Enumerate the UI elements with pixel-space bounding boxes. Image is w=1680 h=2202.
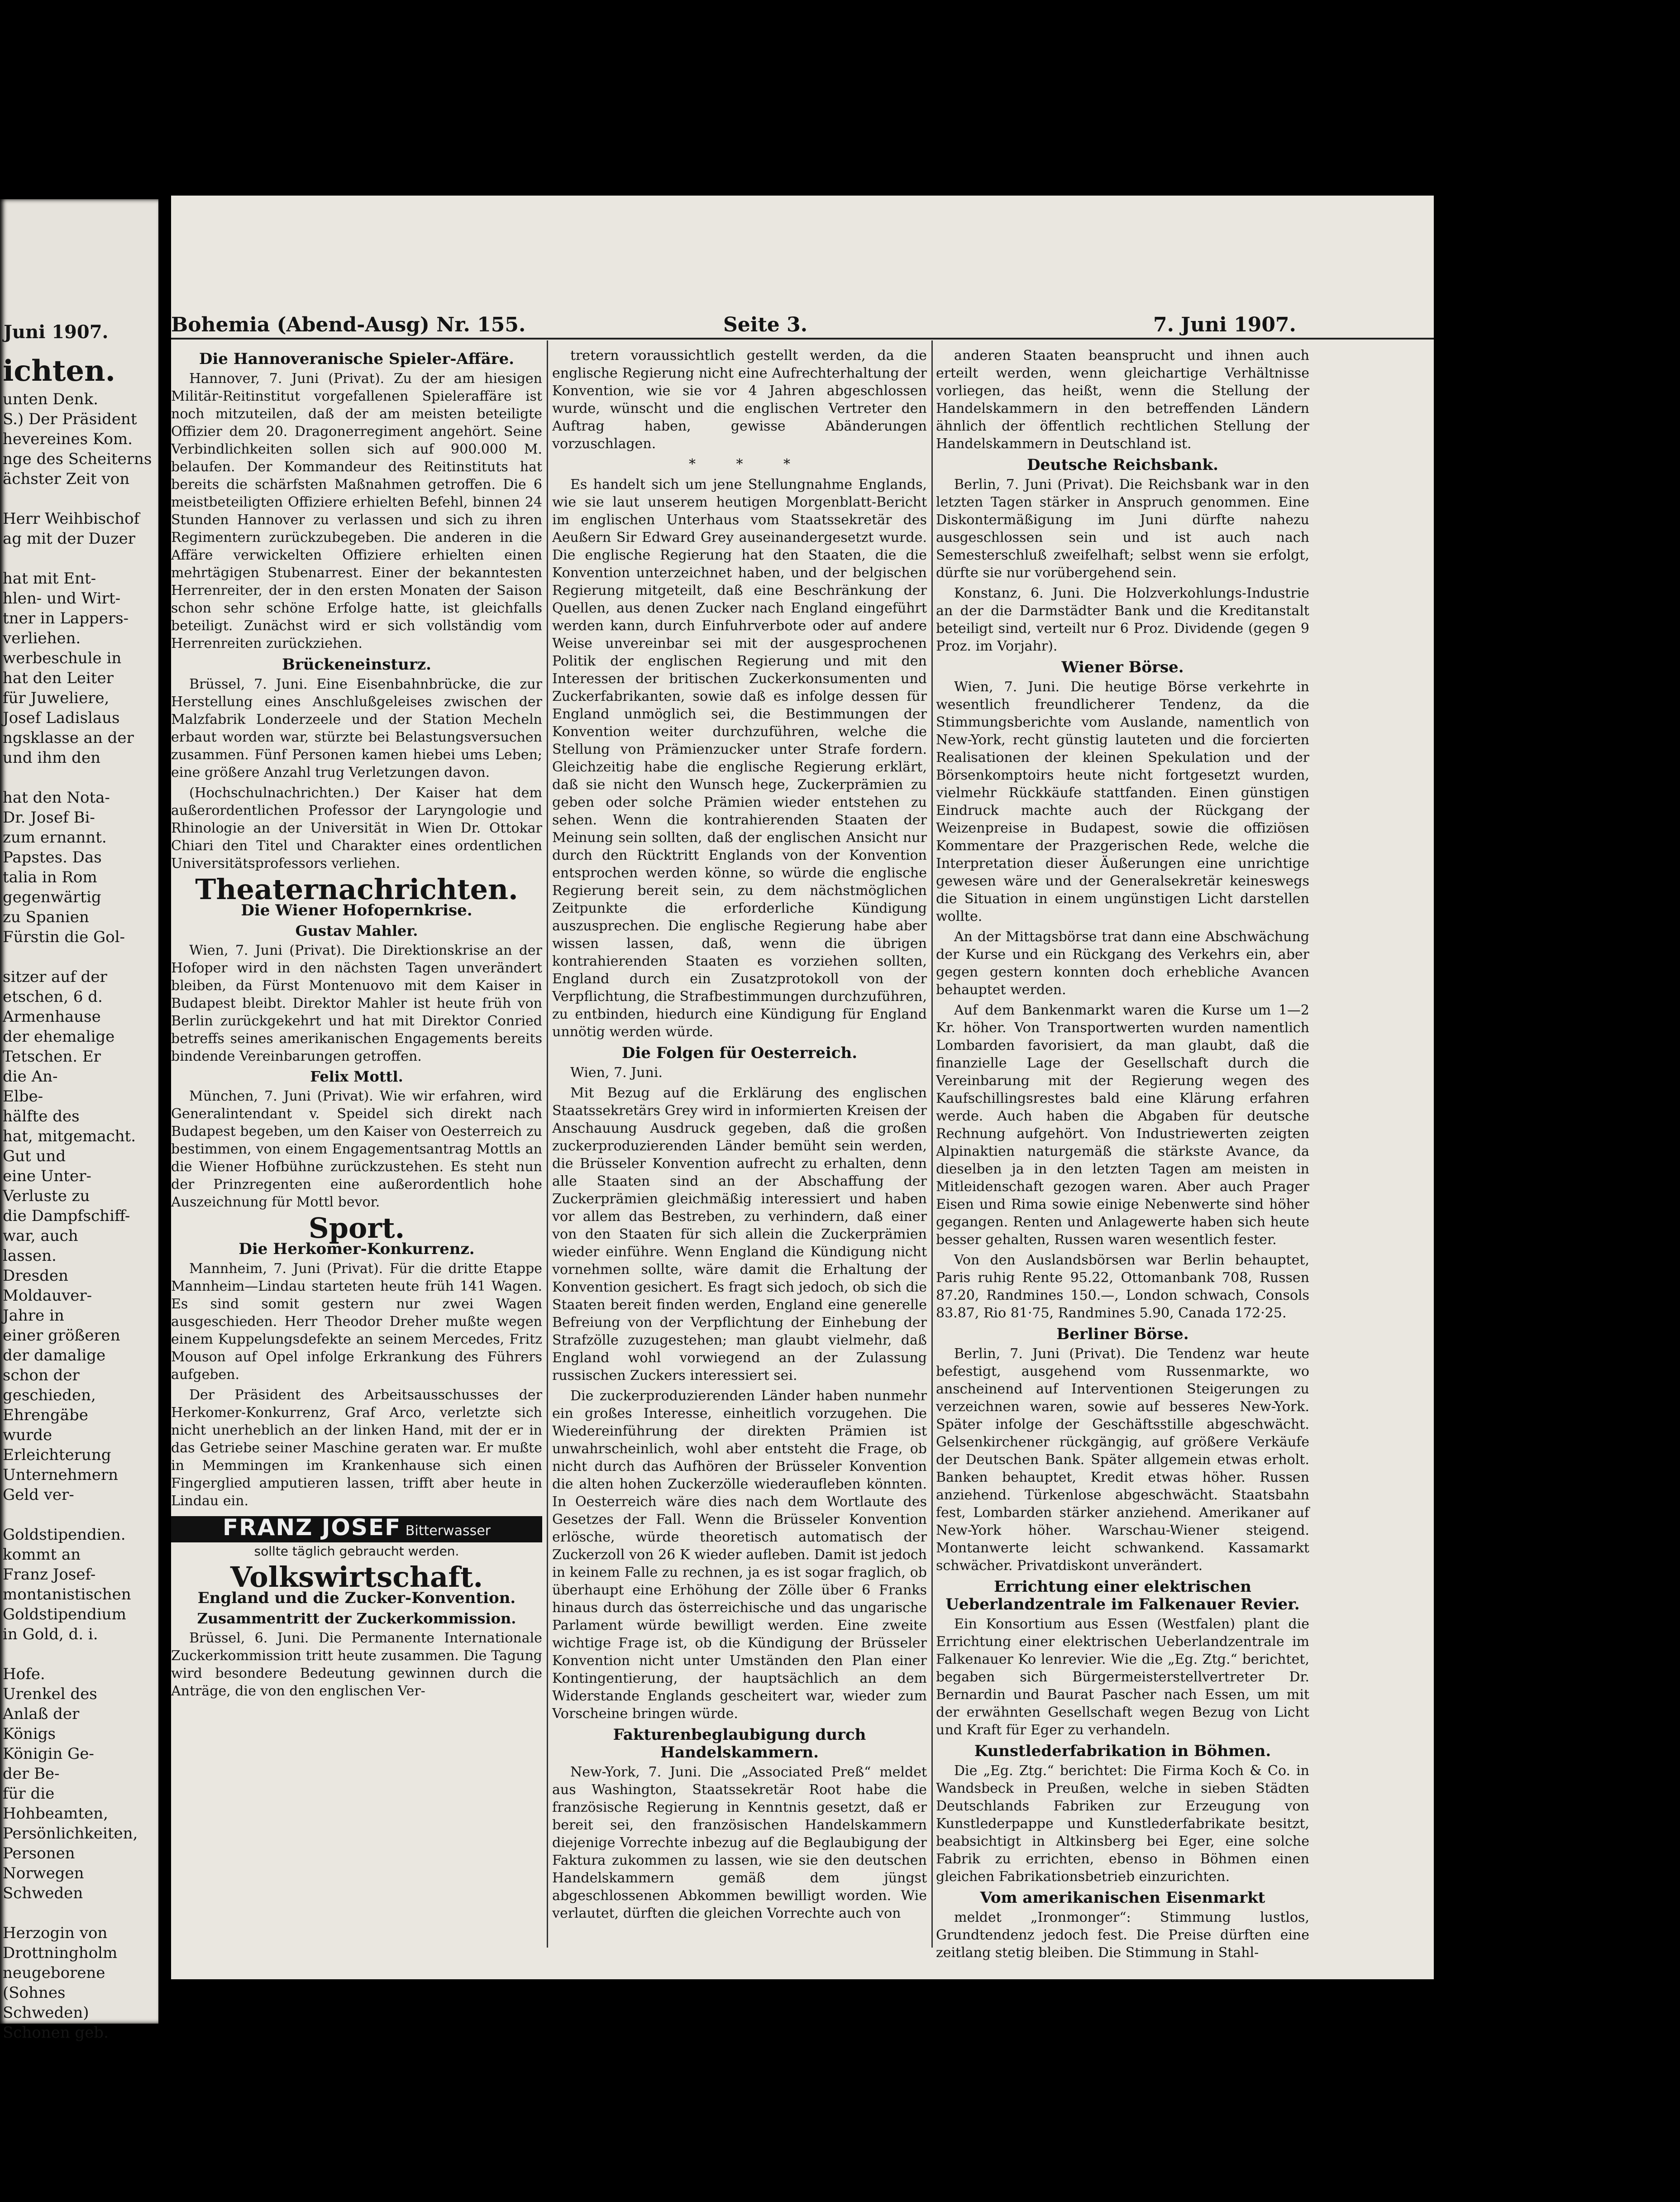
adjacent-page-line: der damalige — [3, 1346, 106, 1364]
column-1 — [171, 347, 542, 1943]
adjacent-page-line: Norwegen — [3, 1864, 84, 1882]
adjacent-page-line: Josef Ladislaus — [3, 709, 120, 727]
article-headline: Brückeneinsturz. — [282, 656, 431, 674]
adjacent-page-line: Unternehmern — [3, 1466, 119, 1484]
adjacent-page-line — [3, 1903, 152, 1923]
article-paragraph: Der Präsident des Arbeitsausschusses der Herkomer-Konkurrenz, Graf Arco, verletzte sich nicht unerheblich an der linken Hand, mit der er in das Getriebe seiner Maschine geraten war. Er mußte in Memmingen im Krankenhause sich einen Fingerglied amputieren lassen, trifft aber heute in Lindau ein. — [171, 1387, 542, 1509]
adjacent-page-line: für Juweliere, — [3, 689, 110, 707]
article-headline: Berliner Börse. — [1056, 1325, 1189, 1343]
article-paragraph: Es handelt sich um jene Stellungnahme Englands, wie sie laut unserem heutigen Morgenblatt-Bericht im englischen Unterhaus vom Staatssekretär des Aeußern Sir Edward Grey auseinandergesetzt wurde. Die englische Regierung hat den Staaten, die die Konvention unterzeichnet haben, und der belgischen Regierung mitgeteilt, daß eine Beschränkung der Quellen, aus denen Zucker nach England eingeführt werden kann, durch Einfuhrverbote oder auf andere Weise unvereinbar sei mit der ausgesprochenen Politik der englischen Regierung und mit den Interessen der britischen Zuckerkonsumenten und Zuckerfabrikanten, sowie daß es infolge dessen für England unmöglich sei, die Bestimmungen der Konvention weiter durchzuführen, welche die Stellung von Prämienzucker unter Strafe fordern. Gleichzeitig habe die englische Regierung erklärt, daß sie nicht den Wunsch hege, Zuckerprämien zu geben oder solche Prämien wieder entstehen zu sehen. Wenn die kontrahierenden Staaten der Meinung sein sollten, daß der englischen Ansicht nur durch den Rücktritt Englands von der Konvention entsprochen werden könne, so würde die englische Regierung bereit sein, zu dem nächstmöglichen Zeitpunkte die erforderliche Kündigung auszusprechen. Die englische Regierung habe aber wissen lassen, daß, wenn die übrigen kontrahierenden Staaten es vorziehen sollten, England durch ein Zusatzprotokoll von der Verpflichtung, die Strafbestimmungen durchzuführen, zu entbinden, hiedurch eine Kündigung für England unnötig werden würde. — [552, 477, 927, 1040]
column-rule — [931, 340, 933, 1948]
adjacent-page-line: sitzer auf der — [3, 968, 107, 986]
adjacent-page-line — [3, 489, 152, 509]
adjacent-page-line: Goldstipendium — [3, 1605, 126, 1623]
article-headline: Die Hannoveranische Spieler-Affäre. — [199, 350, 515, 368]
article-paragraph: Brüssel, 7. Juni. Eine Eisenbahnbrücke, die zur Herstellung eines Anschlußgeleises zwischen der Malzfabrik Londerzeele und der Station Mecheln erbaut worden war, stürzte bei Belastungsversuchen zusammen. Fünf Personen kamen hiebei ums Leben; eine größere Anzahl trug Verletzungen davon. — [171, 676, 542, 780]
adjacent-page-line: Königin Ge- — [3, 1745, 94, 1763]
adjacent-page-line: Persönlichkeiten, — [3, 1824, 138, 1843]
adjacent-page-line: Herr Weihbischof — [3, 510, 140, 528]
adjacent-page-header: Juni 1907. — [4, 321, 109, 343]
adjacent-page-line: Königs — [3, 1725, 56, 1743]
article-paragraph: Wien, 7. Juni. Die heutige Börse verkehrte in wesentlich freundlicherer Tendenz, da die Stimmungsberichte vom Auslande, namentlich von New-York, recht günstig lauteten und die forcierten Realisationen der kleinen Spekulation und der Börsenkomptoirs heute nicht fortgesetzt wurden, vielmehr Rückkäufe stattfanden. Einen günstigen Eindruck machte auch der Rückgang der Weizenpreise in Budapest, sowie die offiziösen Kommentare der Prazgerischen Rede, welche die Interpretation dieser Äußerungen eine unrichtige gewesen wäre und der Generalsekretär keineswegs die Situation in einem ungünstigen Licht darstellen wollte. — [936, 679, 1309, 924]
adjacent-page-line: neugeborene — [3, 1964, 105, 1982]
article-headline: Gustav Mahler. — [295, 922, 418, 939]
adjacent-page-line: gegenwärtig — [3, 888, 101, 906]
adjacent-page-line: unten Denk. — [3, 390, 98, 408]
section-heading: Volkswirtschaft. — [230, 1561, 483, 1594]
adjacent-page-line: Verluste zu — [3, 1187, 90, 1205]
adjacent-page-line: Armenhause — [3, 1008, 101, 1026]
column-rule — [547, 340, 548, 1948]
article-paragraph: New-York, 7. Juni. Die „Associated Preß“ meldet aus Washington, Staatssekretär Root habe die französische Regierung in Kenntnis gesetzt, daß er bereit sei, den französischen Handelskammern diejenige Vorrechte inbezug auf die Beglaubigung der Faktura zukommen zu lassen, wie sie den deutschen Handelskammern gemäß dem jüngst abgeschlossenen Abkommen bewilligt worden. Wie verlautet, dürften die gleichen Vorrechte auch von — [552, 1764, 927, 1921]
adjacent-page-line: schon der — [3, 1366, 80, 1384]
adjacent-page-line: Schweden — [3, 1884, 83, 1902]
adjacent-page-line: Papstes. Das — [3, 848, 102, 866]
adjacent-page-line: Dresden — [3, 1267, 68, 1285]
adjacent-page-line: ngsklasse an der — [3, 729, 134, 747]
adjacent-page-line — [3, 947, 152, 967]
adjacent-page-line: Ehrengäbe — [3, 1406, 88, 1424]
adjacent-page-line: S.) Der Präsident — [3, 410, 137, 428]
adjacent-page-text — [3, 353, 152, 2043]
advertisement-tagline: sollte täglich gebraucht werden. — [254, 1544, 459, 1559]
column-2 — [552, 347, 927, 1943]
adjacent-page-line: Hohbeamten, — [3, 1805, 108, 1823]
article-headline: Deutsche Reichsbank. — [1027, 456, 1218, 474]
section-heading: Sport. — [308, 1211, 405, 1245]
advertisement-brand — [171, 1516, 542, 1542]
article-headline: Fakturenbeglaubigung durch Handelskammern. — [613, 1726, 866, 1762]
adjacent-page-line: Moldauver- — [3, 1287, 92, 1305]
adjacent-page-line: Gut und — [3, 1147, 66, 1165]
newspaper-page — [171, 196, 1434, 1979]
adjacent-page-line: Hofe. — [3, 1665, 45, 1683]
article-paragraph: Auf dem Bankenmarkt waren die Kurse um 1—2 Kr. höher. Von Transportwerten wurden namentlich Lombarden favorisiert, da man glaubt, daß die finanzielle Lage der Gesellschaft durch die Vereinbarung mit der Regierung wegen des Kaufschillingsrestes bald eine Klärung erfahren werde. Auch haben die Abgaben für deutsche Rechnung aufgehört. Von Industriewerten zeigten Alpinaktien naturgemäß die stärkste Avance, da dieselben ja in den letzten Tagen am meisten in Mitleidenschaft gezogen waren. Aber auch Prager Eisen und Rima sowie einige Nebenwerte sind höher gegangen. Renten und Anlagewerte haben sich heute besser gehalten, Russen waren wesentlich fester. — [936, 1002, 1309, 1248]
adjacent-page-line: Erleichterung — [3, 1446, 111, 1464]
masthead-issue: Bohemia (Abend-Ausg) Nr. 155. — [171, 313, 526, 336]
article-paragraph: Brüssel, 6. Juni. Die Permanente Internationale Zuckerkommission tritt heute zusammen. Die Tagung wird besondere Bedeutung gewinnen durch die Anträge, die von den englischen Ver- — [171, 1630, 542, 1699]
running-head — [171, 310, 1434, 340]
article-paragraph: An der Mittagsbörse trat dann eine Abschwächung der Kurse und ein Rückgang des Verkehrs ein, aber gegen gestern konnten doch erhebliche Avancen behauptet werden. — [936, 929, 1309, 998]
adjacent-page-line: lassen. — [3, 1247, 57, 1265]
adjacent-page-line: Herzogin von — [3, 1924, 108, 1942]
page-number: Seite 3. — [723, 313, 808, 336]
adjacent-page-line: ichten. — [3, 354, 115, 388]
adjacent-page-line: Dr. Josef Bi- — [3, 809, 95, 827]
article-paragraph: Von den Auslandsbörsen war Berlin behauptet, Paris ruhig Rente 95.22, Ottomanbank 708, Russen 87.20, Randmines 150.—, London schwach, Consols 83.87, Rio 81·75, Randmines 5.90, Canada 172·25. — [936, 1252, 1309, 1321]
adjacent-page-line: Schonen geb. — [3, 2024, 109, 2042]
article-paragraph: anderen Staaten beansprucht und ihnen auch erteilt werden, wenn gleichartige Verhältnisse vorliegen, das heißt, wenn die Stellung der Handelskammern in den betreffenden Ländern ähnlich der öffentlich rechtlichen Stellung der Handelskammern in Deutschland ist. — [936, 348, 1309, 452]
article-paragraph: Mannheim, 7. Juni (Privat). Für die dritte Etappe Mannheim—Lindau starteten heute früh 141 Wagen. Es sind somit gestern nur zwei Wagen ausgeschieden. Herr Theodor Dreher mußte wegen einem Kuppelungsdefekte an seinem Mercedes, Fritz Mouson auf Opel infolge Erkrankung des Führers aufgeben. — [171, 1261, 542, 1383]
adjacent-page-line: hat den Leiter — [3, 669, 114, 687]
adjacent-page-line: der ehemalige — [3, 1028, 115, 1046]
adjacent-page-line: Franz Josef- — [3, 1565, 96, 1584]
adjacent-page-line: Tetschen. Er — [3, 1048, 101, 1066]
advertisement-title: FRANZ JOSEF — [222, 1514, 401, 1541]
adjacent-page-line: montanistischen — [3, 1585, 131, 1604]
adjacent-page-line: Anlaß der — [3, 1705, 80, 1723]
adjacent-page-line: zum ernannt. — [3, 828, 107, 847]
article-paragraph: Wien, 7. Juni (Privat). Die Direktionskrise an der Hofoper wird in den nächsten Tagen unverändert bleiben, da Fürst Montenuovo mit dem Kaiser in Budapest bleibt. Direktor Mahler ist heute früh von Berlin zurückgekehrt und hat mit Direktor Conried betreffs seines amerikanischen Engagements bereits bindende Vereinbarungen getroffen. — [171, 943, 542, 1064]
adjacent-page-line: etschen, 6 d. — [3, 988, 103, 1006]
adjacent-page-line: ächster Zeit von — [3, 470, 130, 488]
adjacent-page-line: der Be- — [3, 1765, 60, 1783]
article-paragraph: (Hochschulnachrichten.) Der Kaiser hat dem außerordentlichen Professor der Laryngologie und Rhinologie an der Universität in Wien Dr. Ottokar Chiari den Titel und Charakter eines ordentlichen Universitätsprofessors verliehen. — [171, 785, 542, 871]
adjacent-page-line: werbeschule in — [3, 649, 122, 667]
adjacent-page-line: eine Unter- — [3, 1167, 91, 1185]
adjacent-page-fragment — [0, 199, 158, 2042]
advertisement — [171, 1516, 542, 1560]
article-headline: England und die Zucker-Konvention. — [197, 1589, 516, 1607]
article-headline: Zusammentritt der Zuckerkommission. — [197, 1610, 516, 1627]
adjacent-page-line: Schweden) — [3, 2004, 89, 2022]
adjacent-page-line: talia in Rom — [3, 868, 97, 886]
adjacent-page-line: Goldstipendien. — [3, 1526, 126, 1544]
adjacent-page-line: (Sohnes — [3, 1984, 66, 2002]
adjacent-page-line: kommt an — [3, 1546, 81, 1564]
article-paragraph: Konstanz, 6. Juni. Die Holzverkohlungs-Industrie an der die Darmstädter Bank und die Kreditanstalt beteiligt sind, verteilt nur 6 Proz. Dividende (gegen 9 Proz. im Vorjahr). — [936, 585, 1309, 654]
issue-date: 7. Juni 1907. — [1153, 313, 1296, 336]
article-headline: Errichtung einer elektrischen Ueberlandzentrale im Falkenauer Revier. — [945, 1578, 1300, 1613]
section-heading: Theaternachrichten. — [195, 873, 518, 906]
article-headline: Vom amerikanischen Eisenmarkt — [980, 1889, 1265, 1907]
article-paragraph: Wien, 7. Juni. — [570, 1065, 663, 1081]
article-paragraph: meldet „Ironmonger“: Stimmung lustlos, Grundtendenz jedoch fest. Die Preise dürften eine zeitlang stetig bleiben. Die Stimmung in Stahl- — [936, 1910, 1309, 1961]
adjacent-page-line: Elbe- — [3, 1087, 43, 1106]
adjacent-page-line: Geld ver- — [3, 1486, 74, 1504]
adjacent-page-line: Personen — [3, 1844, 75, 1862]
adjacent-page-line: war, auch — [3, 1227, 78, 1245]
adjacent-page-line: verliehen. — [3, 629, 81, 647]
article-paragraph: Hannover, 7. Juni (Privat). Zu der am hiesigen Militär-Reitinstitut vorgefallenen Spieleraffäre ist noch mitzuteilen, daß der am meisten beteiligte Offizier dem 20. Dragonerregiment angehört. Seine Verbindlichkeiten sollen sich auf 900.000 M. belaufen. Der Kommandeur des Reitinstituts hat bereits die schärfsten Maßnahmen getroffen. Die 6 meistbeteiligten Offiziere erhielten Befehl, binnen 24 Stunden Hannover zu verlassen und sich zu ihren Regimentern zurückzubegeben. Die anderen in die Affäre verwickelten Offiziere erhielten einen mehrtägigen Stubenarrest. Einer der bekanntesten Herrenreiter, der in den ersten Monaten der Saison schon sehr schöne Erfolge hatte, ist gleichfalls beteiligt. Zunächst wird er sich vollständig vom Herrenreiten zurückziehen. — [171, 371, 542, 651]
article-headline: Die Herkomer-Konkurrenz. — [239, 1240, 475, 1258]
adjacent-page-line: hlen- und Wirt- — [3, 589, 121, 608]
adjacent-page-line: Jahre in — [3, 1307, 64, 1325]
adjacent-page-line: geschieden, — [3, 1386, 96, 1404]
article-paragraph: München, 7. Juni (Privat). Wie wir erfahren, wird Generalintendant v. Speidel sich direkt nach Budapest begeben, um den Kaiser von Oesterreich zu bestimmen, von einem Engagementsantrag Mottls an die Wiener Hofbühne zurückzustehen. Es steht nun der Prinzregenten eine außerordentlich hohe Auszeichnung für Mottl bevor. — [171, 1088, 542, 1210]
adjacent-page-line: wurde — [3, 1426, 52, 1444]
article-headline: Felix Mottl. — [310, 1068, 403, 1085]
advertisement-product: Bitterwasser — [401, 1523, 491, 1539]
article-headline: Die Folgen für Oesterreich. — [621, 1044, 858, 1062]
adjacent-page-line: hälfte des — [3, 1107, 80, 1125]
adjacent-page-line: zu Spanien — [3, 908, 89, 926]
article-paragraph: Ein Konsortium aus Essen (Westfalen) plant die Errichtung einer elektrischen Ueberlandzentrale im Falkenauer Ko lenrevier. Wie die „Eg. Ztg.“ berichtet, begaben sich Bürgermeisterstellvertreter Dr. Bernardin und Baurat Pascher nach Essen, um mit der erwähnten Gesellschaft wegen Bezug von Licht und Kraft für Eger zu verhandeln. — [936, 1616, 1309, 1738]
article-paragraph: Berlin, 7. Juni (Privat). Die Tendenz war heute befestigt, ausgehend vom Russenmarkte, wo anscheinend auf Interventionen Steigerungen zu verzeichnen waren, sowie auf besseres New-York. Später infolge der Geschäftsstille abgeschwächt. Gelsenkirchener rückgängig, auf größere Verkäufe der Deutschen Bank. Später allgemein etwas erholt. Banken behauptet, Kredit etwas höher. Russen anziehend. Türkenlose abgeschwächt. Staatsbahn fest, Lombarden stärker anziehend. Amerikaner auf New-York höher. Warschau-Wiener steigend. Montanwerte leicht schwankend. Kassamarkt schwächer. Privatdiskont unverändert. — [936, 1346, 1309, 1574]
adjacent-page-line: Drottningholm — [3, 1944, 118, 1962]
article-headline: Kunstlederfabrikation in Böhmen. — [974, 1742, 1271, 1760]
adjacent-page-line — [3, 1644, 152, 1664]
adjacent-page-line: und ihm den — [3, 749, 100, 767]
adjacent-page-line: hat den Nota- — [3, 789, 110, 807]
adjacent-page-line: für die — [3, 1785, 55, 1803]
adjacent-page-line: Urenkel des — [3, 1685, 97, 1703]
article-paragraph: Mit Bezug auf die Erklärung des englischen Staatssekretärs Grey wird in informierten Kreisen der Anschauung Ausdruck gegeben, daß die großen zuckerproduzierenden Länder bemüht sein werden, die Brüsseler Konvention aufrecht zu erhalten, denn alle Staaten sind an der Abschaffung der Zuckerprämien gleichmäßig interessiert und haben vor allem das Bestreben, zu verhindern, daß einer von den Staaten für sich allein die Zuckerprämien wieder einführe. Wenn England die Kündigung nicht vornehmen sollte, wäre damit die Erhaltung der Konvention gesichert. Es fragt sich jedoch, ob sich die Staaten bereit finden werden, England eine generelle Befreiung von der Verpflichtung der Einhebung der Strafzölle zuzugestehen; man glaubt vielmehr, daß England wohl vorwiegend an der Zulassung russischen Zuckers interessiert sei. — [552, 1085, 927, 1383]
adjacent-page-line — [3, 549, 152, 569]
column-3 — [936, 347, 1309, 1961]
adjacent-page-line: die An- — [3, 1067, 58, 1086]
article-paragraph: Die „Eg. Ztg.“ berichtet: Die Firma Koch & Co. in Wandsbeck in Preußen, welche in sieben Städten Deutschlands Fabriken zur Erzeugung von Kunstlederpappe und Kunstlederfabrikate besitzt, beabsichtigt in Altkinsberg bei Eger, eine solche Fabrik zu errichten, ebenso in Böhmen einen gleichen Fabrikationsbetrieb einzurichten. — [936, 1763, 1309, 1885]
adjacent-page-line: einer größeren — [3, 1326, 120, 1345]
article-paragraph: Berlin, 7. Juni (Privat). Die Reichsbank war in den letzten Tagen stärker in Anspruch genommen. Eine Diskontermäßigung im Juni dürfte nahezu ausgeschlossen sein und ist auch nach Semesterschluß zweifelhaft; selbst wenn sie erfolgt, dürfte sie nur vorübergehend sein. — [936, 477, 1309, 581]
article-paragraph: tretern voraussichtlich gestellt werden, da die englische Regierung nicht eine Aufrechterhaltung der Konvention, wie sie vor 4 Jahren abgeschlossen wurde, wünscht und die englischen Vertreter den Auftrag haben, gewisse Abänderungen vorzuschlagen. — [552, 348, 927, 452]
adjacent-page-line: ag mit der Duzer — [3, 530, 135, 548]
adjacent-page-line: hat, mitgemacht. — [3, 1127, 136, 1145]
adjacent-page-line: hat mit Ent- — [3, 570, 96, 588]
adjacent-page-line — [3, 1505, 152, 1525]
article-paragraph: Die zuckerproduzierenden Länder haben nunmehr ein großes Interesse, einheitlich vorzugehen. Die Wiedereinführung der direkten Prämien ist unwahrscheinlich, wohl aber entsteht die Frage, ob nicht durch das Aufhören der Brüsseler Konvention die alten hohen Zuckerzölle wiederaufleben könnten. In Oesterreich wäre dies nach dem Wortlaute des Gesetzes der Fall. Wenn die Brüsseler Konvention erlösche, würde theoretisch automatisch der Zuckerzoll von 26 K wieder aufleben. Damit ist jedoch in keinem Falle zu rechnen, ja es ist sogar fraglich, ob überhaupt eine Erhöhung der Zölle über 6 Franks hinaus durch das österreichische und das ungarische Parlament würde bewilligt werden. Eine zweite wichtige Frage ist, ob die Kündigung der Brüsseler Konvention nicht unter Umständen den Plan einer Kontingentierung, der hauptsächlich an dem Widerstande Englands gescheitert war, wieder zum Vorscheine bringen würde. — [552, 1388, 927, 1722]
adjacent-page-line — [3, 768, 152, 788]
adjacent-page-line: die Dampfschiff- — [3, 1207, 130, 1225]
article-headline: Die Wiener Hofopernkrise. — [241, 901, 472, 919]
adjacent-page-line: nge des Scheiterns — [3, 450, 152, 468]
article-headline: Wiener Börse. — [1061, 658, 1184, 676]
adjacent-page-line: hevereines Kom. — [3, 430, 133, 448]
adjacent-page-line: tner in Lappers- — [3, 609, 129, 627]
adjacent-page-line: in Gold, d. i. — [3, 1625, 98, 1643]
section-separator: * * * — [688, 456, 809, 472]
adjacent-page-line: Fürstin die Gol- — [3, 928, 125, 946]
